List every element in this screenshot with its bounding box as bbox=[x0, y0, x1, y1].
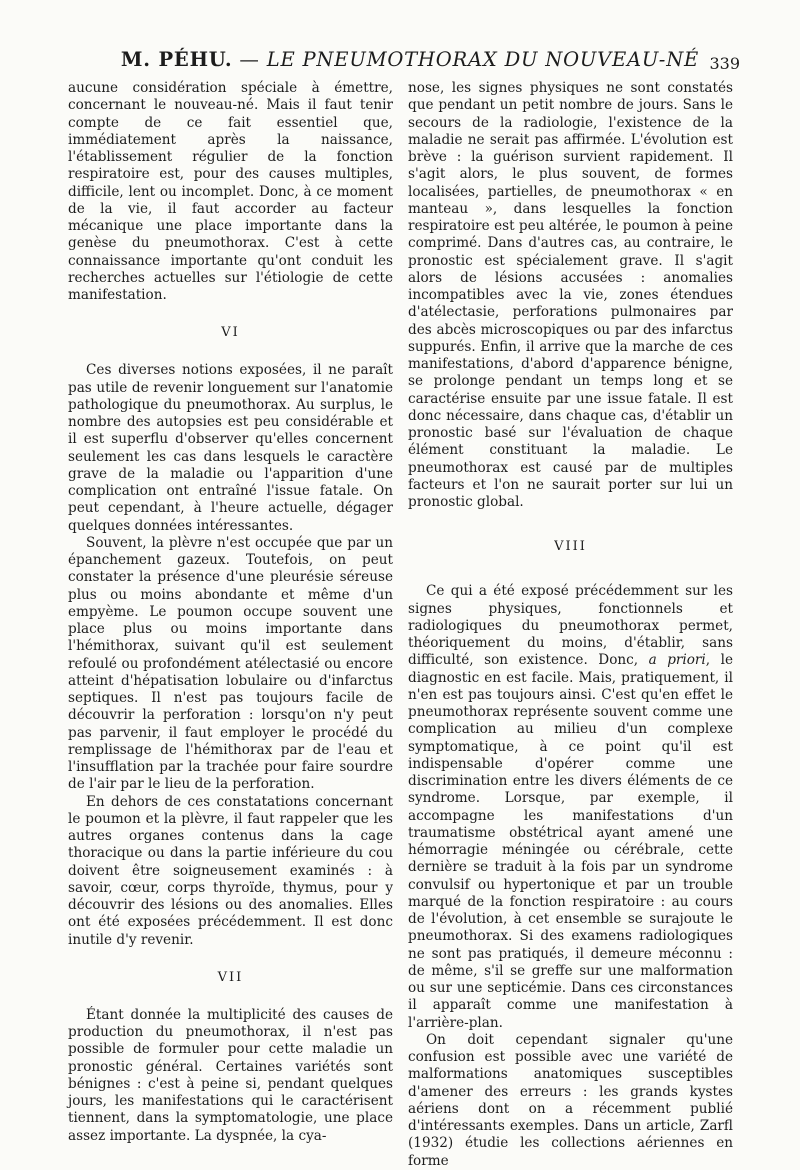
header-separator: — bbox=[239, 48, 260, 71]
section-heading-viii: VIII bbox=[554, 539, 587, 555]
paragraph: aucune considération spéciale à émettre, concernant le nouveau-né. Mais il faut tenir compte de ce fait essentiel que, immédiatement après la naissance, l'établissement régulier de la fonction respiratoire est, pour des causes multiples, difficile, lent ou incomplet. Donc, à ce moment de la vie, il faut accorder au facteur mécanique une place importante dans la genèse du pneumothorax. C'est à cette connaissance importante qu'ont conduit les recherches actuelles sur l'étiologie de cette manifestation. bbox=[68, 80, 393, 303]
section-heading-vii: VII bbox=[217, 969, 244, 985]
paragraph bbox=[408, 583, 733, 1032]
left-column bbox=[68, 80, 393, 1145]
text-run: Ce qui a été exposé précédemment sur les signes physiques, fonctionnels et radiologiques du pneumothorax permet, théoriquement du moins, d'établir, sans difficulté, son existence. Donc, bbox=[408, 583, 733, 669]
section-heading-vi: VI bbox=[221, 325, 240, 341]
paragraph: nose, les signes physiques ne sont constatés que pendant un petit nombre de jours. Sans le secours de la radiologie, l'existence de la maladie ne serait pas affirmée. L'évolution est brève : la guérison survient rapidement. Il s'agit alors, le plus souvent, de formes localisées, partielles, de pneumothorax « en manteau », dans lesquelles la fonction respiratoire est peu altérée, le poumon à peine comprimé. Dans d'autres cas, au contraire, le pronostic est spécialement grave. Il s'agit alors de lésions accusées : anomalies incompatibles avec la vie, zones étendues d'atélectasie, perforations pulmonaires par des abcès microscopiques ou par des infarctus suppurés. Enfin, il arrive que la marche de ces manifestations, d'abord d'apparence bénigne, se prolonge pendant un temps long et se caractérise ensuite par une issue fatale. Il est donc nécessaire, dans chaque cas, d'établir un pronostic basé sur l'évaluation de chaque élément constituant la maladie. Le pneumothorax est causé par de multiples facteurs et l'on ne saurait porter sur lui un pronostic global. bbox=[408, 80, 733, 510]
right-column bbox=[408, 80, 733, 1170]
text-run: , le diagnostic en est facile. Mais, pratiquement, il n'en est pas toujours ainsi. C'est qu'en effet le pneumothorax représente souvent comme une complication au milieu d'un complexe symptomatique, à ce point qu'il est indispensable d'opérer comme une discrimination entre les divers éléments de ce syndrome. Lorsque, par exemple, il accompagne les manifestations d'un traumatisme obstétrical ayant amené une hémorragie méningée ou cérébrale, cette dernière se traduit à la fois par un syndrome convulsif ou hypertonique et par un trouble marqué de la fonction respiratoire : au cours de l'évolution, à cet ensemble se surajoute le pneumothorax. Si des examens radiologiques ne sont pas pratiqués, il demeure méconnu : de même, s'il se greffe sur une malformation ou sur une septicémie. Dans ces circonstances il apparaît comme une manifestation à l'arrière-plan. bbox=[408, 652, 733, 1031]
running-header bbox=[80, 40, 740, 80]
page-number: 339 bbox=[709, 54, 740, 73]
paragraph: On doit cependant signaler qu'une confusion est possible avec une variété de malformations anatomiques susceptibles d'amener des erreurs : les grands kystes aériens dont on a récemment publié d'intéressants exemples. Dans un article, Zarfl (1932) étudie les collections aériennes en forme bbox=[408, 1031, 733, 1169]
header-author: M. PÉHU. bbox=[120, 48, 233, 71]
paragraph: Ces diverses notions exposées, il ne paraît pas utile de revenir longuement sur l'anatomie pathologique du pneumothorax. Au surplus, le nombre des autopsies est peu considérable et il est superflu d'observer qu'elles concernent seulement les cas dans lesquels le caractère grave de la maladie ou l'apparition d'une complication ont entraîné l'issue fatale. On peut cependant, à l'heure actuelle, dégager quelques données intéressantes. bbox=[68, 362, 393, 534]
running-title bbox=[80, 48, 740, 71]
paragraph: Étant donnée la multiplicité des causes de production du pneumothorax, il n'est pas possible de formuler pour cette maladie un pronostic général. Certaines variétés sont bénignes : c'est à peine si, pendant quelques jours, les manifestations qui le caractérisent tiennent, dans la symptomatologie, une place assez importante. La dyspnée, la cya- bbox=[68, 1006, 393, 1144]
header-work-title: LE PNEUMOTHORAX DU NOUVEAU-NÉ bbox=[266, 48, 700, 71]
emphasis: a priori bbox=[648, 652, 706, 669]
paragraph: En dehors de ces constatations concernant le poumon et la plèvre, il faut rappeler que les autres organes contenus dans la cage thoracique ou dans la partie inférieure du cou doivent être soigneusement examinés : à savoir, cœur, corps thyroïde, thymus, pour y découvrir des lésions ou des anomalies. Elles ont été exposées précédemment. Il est donc inutile d'y revenir. bbox=[68, 793, 393, 948]
paragraph: Souvent, la plèvre n'est occupée que par un épanchement gazeux. Toutefois, on peut constater la présence d'une pleurésie séreuse plus ou moins abondante et même d'un empyème. Le poumon occupe souvent une place plus ou moins importante dans l'hémithorax, suivant qu'il est seulement refoulé ou profondément atélectasié ou encore atteint d'hépatisation lobulaire ou d'infarctus septiques. Il n'est pas toujours facile de découvrir la perforation : lorsqu'on n'y peut pas parvenir, il faut employer le procédé du remplissage de l'hémithorax par de l'eau et l'insufflation par la trachée pour faire sourdre de l'air par le lieu de la perforation. bbox=[68, 534, 393, 793]
